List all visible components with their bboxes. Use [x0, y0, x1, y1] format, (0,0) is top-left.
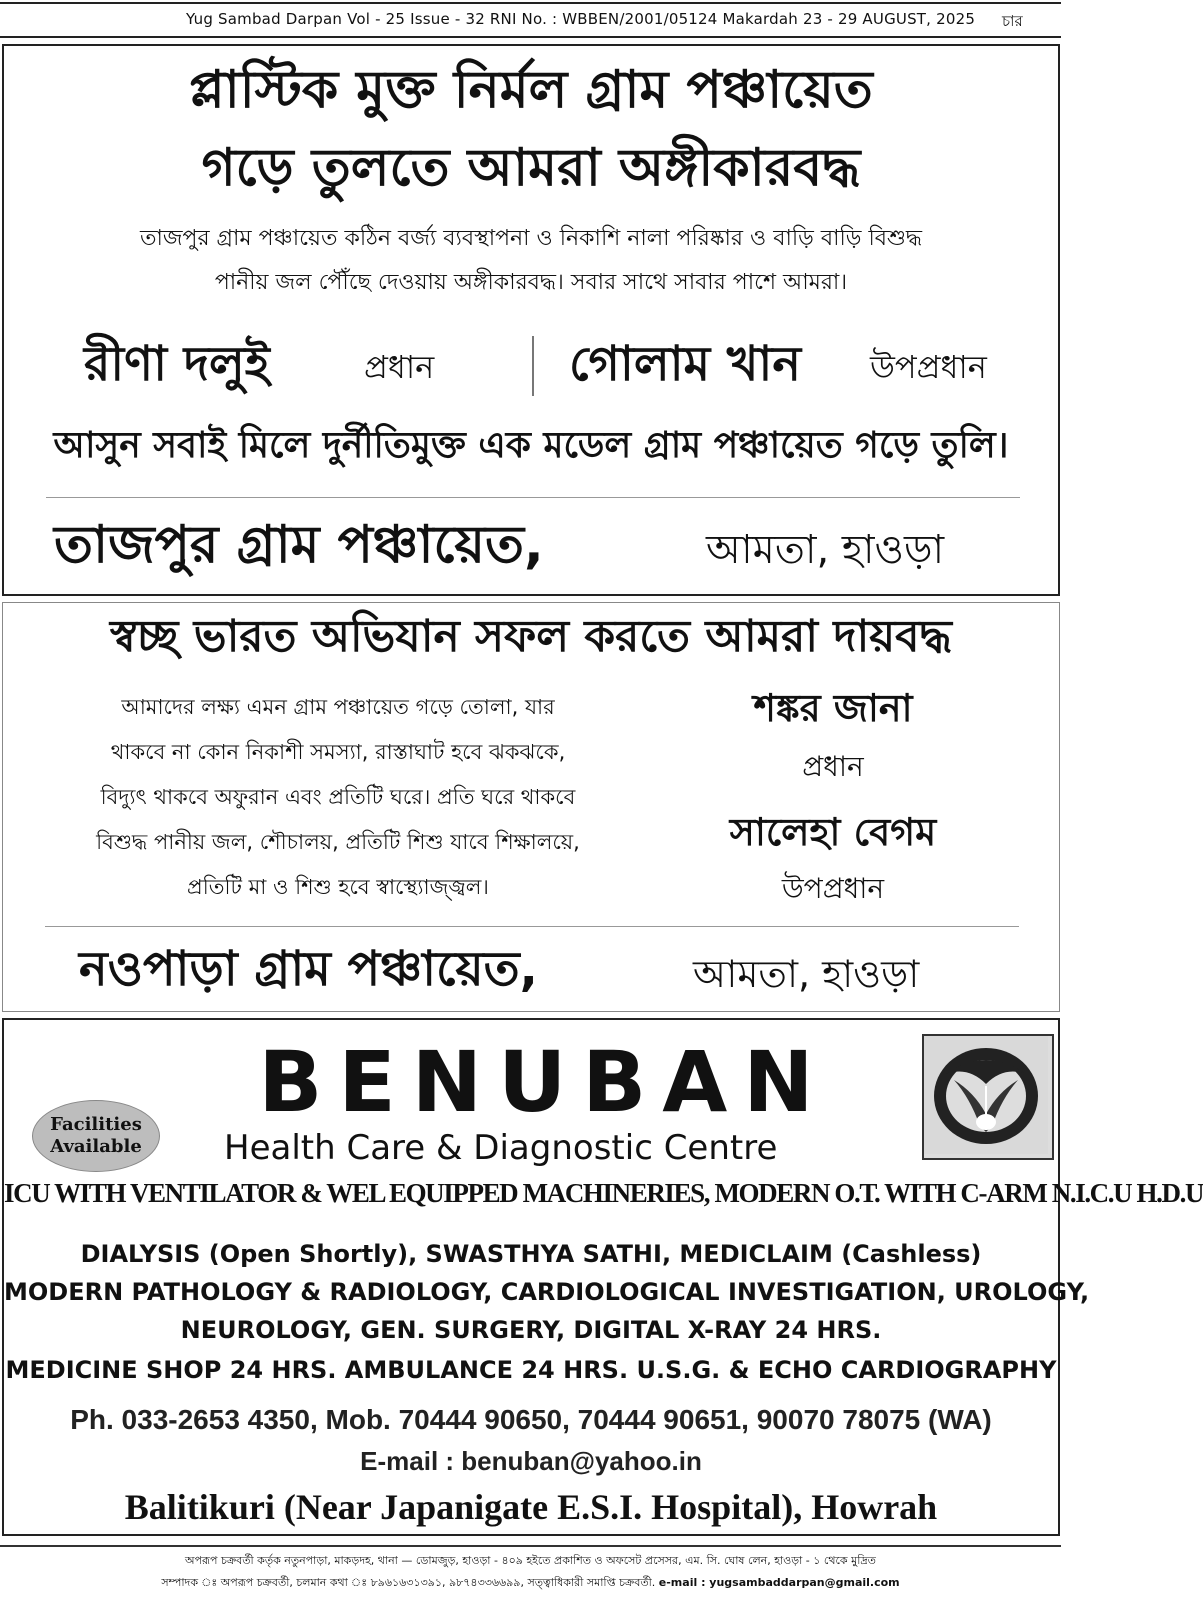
ad1-paragraph-line2: পানীয় জল পৌঁছে দেওয়ায় অঙ্গীকারবদ্ধ। সবার সাথে সাবার পাশে আমরা। — [214, 270, 848, 295]
brand-subtitle: Health Care & Diagnostic Centre — [224, 1128, 778, 1168]
pradhan-name: রীণা দলুই — [84, 336, 270, 392]
ad2-body-line: আমাদের লক্ষ্য এমন গ্রাম পঞ্চায়েত গড়ে তোলা, যার — [121, 695, 555, 719]
services-line3: NEUROLOGY, GEN. SURGERY, DIGITAL X-RAY 24 HRS. — [180, 1316, 882, 1344]
ad2-body-line: প্রতিটি মা ও শিশু হবে স্বাস্থ্যোজ্জ্বল। — [187, 875, 489, 899]
services-line1: DIALYSIS (Open Shortly), SWASTHYA SATHI, MEDICLAIM (Cashless) — [80, 1240, 982, 1268]
upapradhan-title: উপপ্রধান — [870, 348, 987, 386]
ad1-headline-line1: প্লাস্টিক মুক্ত নির্মল গ্রাম পঞ্চায়েত — [189, 60, 873, 120]
ad1-panchayat-name: তাজপুর গ্রাম পঞ্চায়েত, — [54, 515, 544, 575]
upapradhan-name: গোলাম খান — [569, 336, 801, 392]
page-number: চার — [1002, 12, 1023, 30]
ad2-body-line: বিশুদ্ধ পানীয় জল, শৌচালয়, প্রতিটি শিশু যাবে শিক্ষালয়ে, — [96, 830, 580, 854]
services-line4: MEDICINE SHOP 24 HRS. AMBULANCE 24 HRS. U.S.G. & ECHO CARDIOGRAPHY — [5, 1356, 1057, 1384]
name-separator — [532, 336, 534, 396]
ad1-paragraph-line1: তাজপুর গ্রাম পঞ্চায়েত কঠিন বর্জ্য ব্যবস্থাপনা ও নিকাশি নালা পরিষ্কার ও বাড়ি বাড়ি বিশুদ্ধ — [139, 226, 923, 251]
footer-rule — [0, 1545, 1061, 1547]
phone-numbers: Ph. 033-2653 4350, Mob. 70444 90650, 70444 90651, 90070 78075 (WA) — [70, 1404, 992, 1435]
imprint-line2 — [0, 1574, 1061, 1593]
ad2-headline: স্বচ্ছ ভারত অভিযান সফল করতে আমরা দায়বদ্ধ — [110, 611, 952, 662]
imprint-email: e-mail : yugsambaddarpan@gmail.com — [658, 1576, 900, 1589]
imprint-editor: সম্পাদক ঃ অপরূপ চক্রবর্তী, চলমান কথা ঃ ৮৯৬১৬৩১৩৯১, ৯৮৭৪৩৩৬৬৯৯, সত্ত্বাধিকারী সমাপ্তি চক্রবর্তী. — [161, 1576, 656, 1589]
ad2-body-text — [33, 685, 643, 910]
ad2-body-line: থাকবে না কোন নিকাশী সমস্যা, রাস্তাঘাট হবে ঝকঝকে, — [110, 740, 566, 764]
services-line2: MODERN PATHOLOGY & RADIOLOGY, CARDIOLOGICAL INVESTIGATION, UROLOGY, — [4, 1278, 1090, 1306]
ad1-headline-line2: গড়ে তুলতে আমরা অঙ্গীকারবদ্ধ — [201, 138, 861, 198]
facilities-badge — [32, 1100, 160, 1172]
ad2-upapradhan-title: উপপ্রধান — [781, 872, 885, 905]
icu-services-line: ICU WITH VENTILATOR & WEL EQUIPPED MACHINERIES, MODERN O.T. WITH C-ARM N.I.C.U H.D.U — [4, 1178, 1203, 1208]
imprint-line1: অপরূপ চক্রবর্তী কর্তৃক নতুনপাড়া, মাকড়দহ, থানা — ডোমজুড়, হাওড়া - ৪০৯ হইতে প্রকাশিত ও অফসেট প্রসেসর, এম. সি. ঘোষ লেন, হাওড়া - ১ থেকে মুদ্রিত — [185, 1554, 876, 1567]
ad2-location: আমতা, হাওড়া — [693, 952, 920, 996]
hospital-emblem-icon — [922, 1034, 1054, 1160]
benuban-health-ad — [2, 1018, 1203, 1536]
ad2-upapradhan-name: সালেহা বেগম — [729, 810, 937, 854]
pradhan-title: প্রধান — [364, 348, 435, 386]
badge-line1: Facilities — [50, 1114, 142, 1135]
ad2-divider — [45, 926, 1019, 927]
ad1-slogan: আসুন সবাই মিলে দুর্নীতিমুক্ত এক মডেল গ্রাম পঞ্চায়েত গড়ে তুলি। — [53, 425, 1009, 466]
masthead-top-rule — [0, 2, 1061, 4]
masthead-info: Yug Sambad Darpan Vol - 25 Issue - 32 RNI No. : WBBEN/2001/05124 Makardah 23 - 29 AUGUST, 2025 — [186, 10, 976, 28]
ad2-pradhan-name: শঙ্কর জানা — [753, 686, 913, 730]
badge-line2: Available — [50, 1136, 142, 1157]
ad2-panchayat-name: নওপাড়া গ্রাম পঞ্চায়েত, — [79, 941, 538, 997]
ad2-body-line: বিদ্যুৎ থাকবে অফুরান এবং প্রতিটি ঘরে। প্রতি ঘরে থাকবে — [100, 785, 576, 809]
naopara-panchayat-ad — [2, 602, 1060, 1012]
ad1-divider — [46, 497, 1020, 498]
ad2-pradhan-title: প্রধান — [802, 750, 864, 783]
ad1-location: আমতা, হাওড়া — [706, 527, 945, 573]
masthead-bottom-rule — [0, 36, 1061, 38]
email-address: E-mail : benuban@yahoo.in — [360, 1446, 702, 1476]
brand-name: BENUBAN — [258, 1033, 830, 1131]
emblem-graphic — [924, 1036, 1048, 1154]
masthead — [0, 2, 1061, 34]
tajpur-panchayat-ad — [2, 44, 1060, 596]
clinic-address: Balitikuri (Near Japanigate E.S.I. Hospital), Howrah — [124, 1487, 938, 1527]
